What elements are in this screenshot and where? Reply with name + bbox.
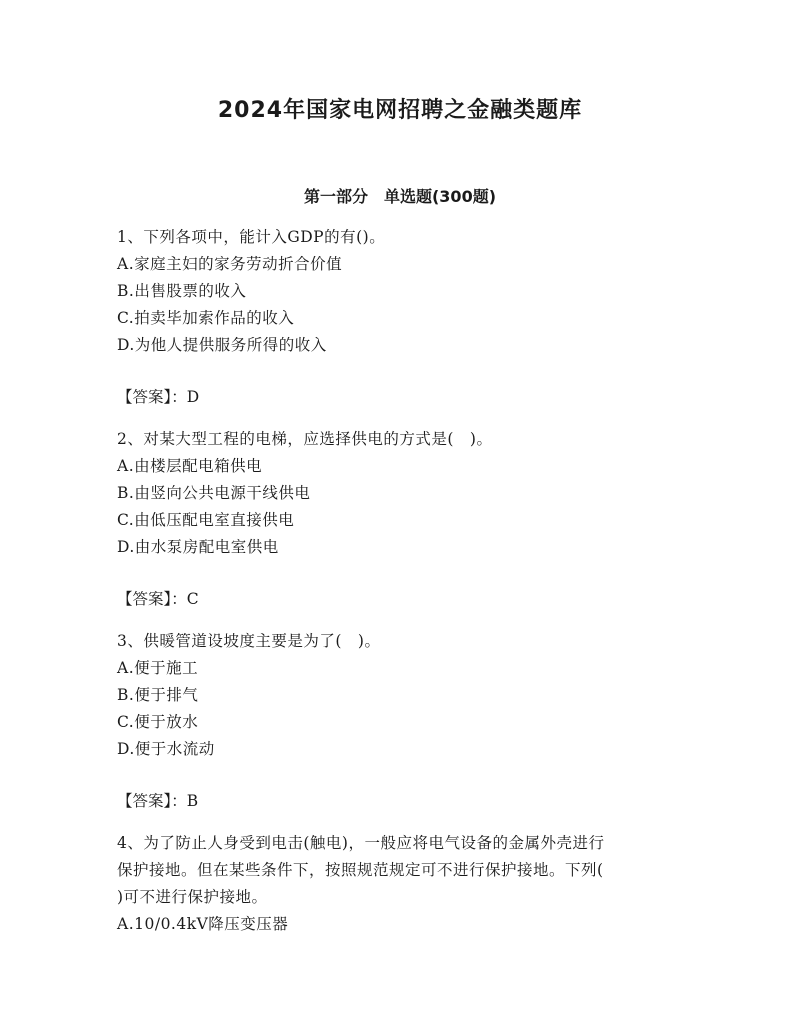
- answer-line: 【答案】：B: [117, 792, 199, 810]
- answer-line: 【答案】：D: [117, 388, 200, 406]
- question-stem-line-3: )可不进行保护接地。: [117, 888, 268, 906]
- option-c: C.拍卖毕加索作品的收入: [117, 309, 295, 327]
- option-d: D.便于水流动: [117, 740, 215, 758]
- question-1: [117, 224, 687, 411]
- answer-line: 【答案】：C: [117, 590, 199, 608]
- option-b: B.出售股票的收入: [117, 282, 247, 300]
- option-d: D.由水泵房配电室供电: [117, 538, 279, 556]
- question-list: [117, 224, 687, 938]
- question-4: [117, 830, 687, 938]
- document-title: 2024年国家电网招聘之金融类题库: [217, 98, 583, 123]
- option-a: A.便于施工: [117, 659, 199, 677]
- option-c: C.由低压配电室直接供电: [117, 511, 295, 529]
- question-2: [117, 426, 687, 613]
- question-stem: 2、对某大型工程的电梯，应选择供电的方式是( )。: [117, 430, 493, 448]
- question-stem-line-1: 4、为了防止人身受到电击(触电)，一般应将电气设备的金属外壳进行: [117, 834, 605, 852]
- question-3: [117, 628, 687, 815]
- option-a: A.10/0.4kV降压变压器: [117, 915, 289, 933]
- option-b: B.由竖向公共电源干线供电: [117, 484, 311, 502]
- option-b: B.便于排气: [117, 686, 199, 704]
- question-stem-line-2: 保护接地。但在某些条件下，按照规范规定可不进行保护接地。下列(: [117, 861, 604, 879]
- option-c: C.便于放水: [117, 713, 199, 731]
- option-d: D.为他人提供服务所得的收入: [117, 336, 327, 354]
- option-a: A.由楼层配电箱供电: [117, 457, 263, 475]
- question-stem: 3、供暖管道设坡度主要是为了( )。: [117, 632, 381, 650]
- section-title: 第一部分 单选题(300题): [303, 187, 497, 206]
- question-stem: 1、下列各项中，能计入GDP的有()。: [117, 228, 386, 246]
- option-a: A.家庭主妇的家务劳动折合价值: [117, 255, 343, 273]
